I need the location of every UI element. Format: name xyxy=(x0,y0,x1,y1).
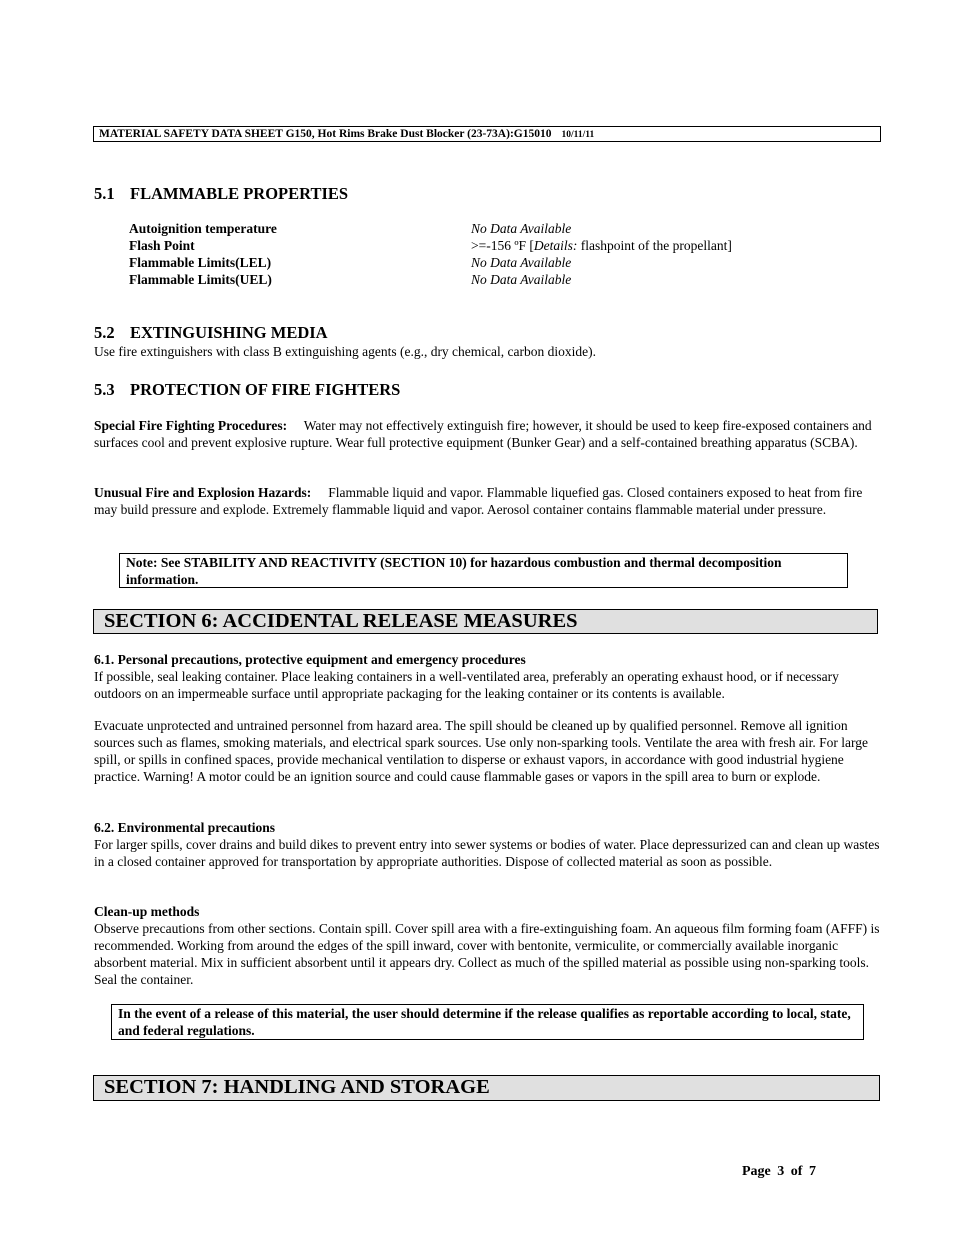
subsection-6-1-text-2: Evacuate unprotected and untrained personnel from hazard area. The spill should be cleaned up by qualified personnel. Remove all ignition sources such as flames, smoking materials, and electrical spark sources. Use only non-sparking tools. Ventilate the area with fresh air. For large spill, or spills in confined spaces, provide mechanical ventilation to disperse or exhaust vapors, in accordance with good industrial hygiene practice. Warning! A motor could be an ignition source and could cause flammable gases or vapors in the spill area to burn or explode. xyxy=(94,718,869,784)
flammable-properties-table xyxy=(129,220,732,288)
property-value: No Data Available xyxy=(471,221,572,236)
subsection-5-3-heading: 5.3 PROTECTION OF FIRE FIGHTERS xyxy=(94,380,401,399)
special-fire-fighting-label: Special Fire Fighting Procedures: xyxy=(94,418,288,433)
property-label: Autoignition temperature xyxy=(129,221,277,236)
property-label: Flammable Limits(LEL) xyxy=(129,255,272,270)
property-label: Flammable Limits(UEL) xyxy=(129,272,272,287)
property-value: No Data Available xyxy=(471,255,572,270)
page-number: Page 3 of 7 xyxy=(742,1164,816,1179)
release-reporting-note-box: In the event of a release of this material, the user should determine if the release qualifies as reportable according to local, state, and federal regulations. xyxy=(111,1004,864,1040)
special-fire-fighting-paragraph xyxy=(94,417,884,451)
section-7-heading: SECTION 7: HANDLING AND STORAGE xyxy=(93,1075,880,1101)
header-title: MATERIAL SAFETY DATA SHEET G150, Hot Rims Brake Dust Blocker (23-73A):G15010 xyxy=(99,128,552,140)
unusual-hazards-paragraph xyxy=(94,484,884,518)
extinguishing-media-text: Use fire extinguishers with class B extinguishing agents (e.g., dry chemical, carbon dioxide). xyxy=(94,344,596,359)
subsection-6-1-text: If possible, seal leaking container. Place leaking containers in a well-ventilated area, preferably an operating exhaust hood, or if necessary outdoors on an impermeable surface until appropriate packaging for the leaking container or its contents is available. xyxy=(94,669,839,701)
property-row xyxy=(129,220,732,237)
cleanup-methods-heading: Clean-up methods xyxy=(94,904,200,919)
special-fire-fighting-text: Water may not effectively extinguish fire; however, it should be used to keep fire-exposed containers and surfaces cool and prevent explosive rupture. Wear full protective equipment (Bunker Gear) and a self-contained breathing apparatus (SCBA). xyxy=(94,418,872,450)
property-row xyxy=(129,271,732,288)
section-6-heading: SECTION 6: ACCIDENTAL RELEASE MEASURES xyxy=(93,609,878,634)
property-row xyxy=(129,237,732,254)
document-header xyxy=(93,126,881,142)
subsection-6-1-heading: 6.1. Personal precautions, protective equipment and emergency procedures xyxy=(94,652,526,667)
property-label: Flash Point xyxy=(129,238,195,253)
subsection-6-2-text: For larger spills, cover drains and build dikes to prevent entry into sewer systems or bodies of water. Place depressurized can and clean up wastes in a closed container approved for transportation by appropriate authorities. Dispose of collected material as soon as possible. xyxy=(94,837,880,869)
unusual-hazards-label: Unusual Fire and Explosion Hazards: xyxy=(94,485,312,500)
subsection-6-2-heading: 6.2. Environmental precautions xyxy=(94,820,276,835)
unusual-hazards-text: Flammable liquid and vapor. Flammable liquefied gas. Closed containers exposed to heat from fire may build pressure and explode. Extremely flammable liquid and vapor. Aerosol container contains flammable material under pressure. xyxy=(94,485,863,517)
stability-note-box: Note: See STABILITY AND REACTIVITY (SECTION 10) for hazardous combustion and thermal decomposition information. xyxy=(119,553,848,588)
subsection-5-1-heading: 5.1 FLAMMABLE PROPERTIES xyxy=(94,184,349,203)
subsection-5-2-heading: 5.2 EXTINGUISHING MEDIA xyxy=(94,323,328,342)
header-date: 10/11/11 xyxy=(561,130,595,140)
property-row xyxy=(129,254,732,271)
property-value: >=-156 ºF [Details: flashpoint of the propellant] xyxy=(471,238,732,253)
property-value: No Data Available xyxy=(471,272,572,287)
cleanup-methods-text: Observe precautions from other sections. Contain spill. Cover spill area with a fire-extinguishing foam. An aqueous film forming foam (AFFF) is recommended. Working from around the edges of the spill inward, cover with bentonite, vermiculite, or commercially available inorganic absorbent material. Mix in sufficient absorbent until it appears dry. Collect as much of the spilled material as possible using non-sparking tools. Seal the container. xyxy=(94,921,880,987)
